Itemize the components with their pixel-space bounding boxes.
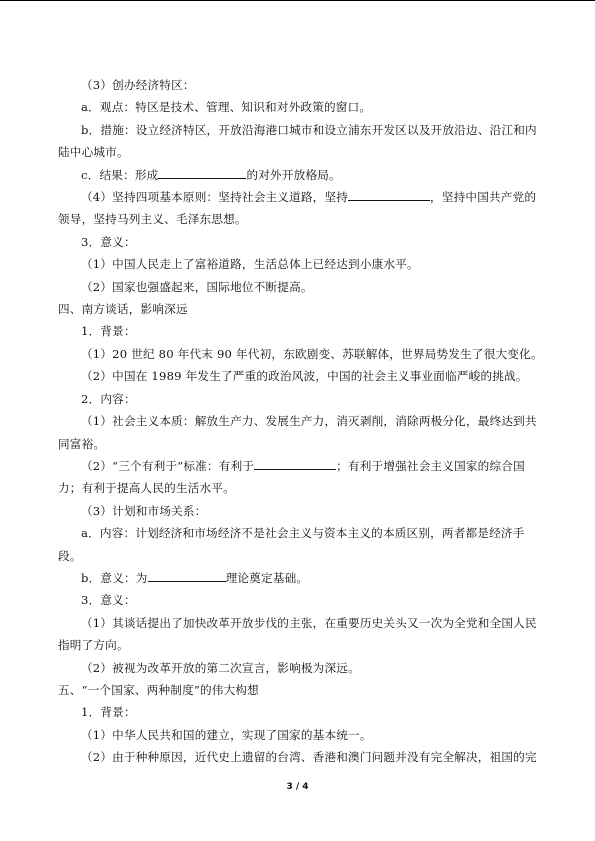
section-heading: 四、南方谈话，影响深远 xyxy=(58,302,188,317)
text-line: 2．内容： xyxy=(81,391,136,406)
top-border-line xyxy=(0,0,595,1)
text-line: b．意义：为 理论奠定基础。 xyxy=(58,567,542,589)
text-line: （1）20 世纪 80 年代末 90 年代初，东欧剧变、苏联解体，世界局势发生了很大变化。 xyxy=(81,346,543,361)
text-line: （1）社会主义本质：解放生产力、发展生产力，消灭剥削，消除两极分化，最终达到共 xyxy=(81,414,537,429)
text-line: （2）国家也强盛起来，国际地位不断提高。 xyxy=(81,279,313,294)
text-line: （1）中国人民走上了富裕道路，生活总体上已经达到小康水平。 xyxy=(81,257,419,272)
text-line: 同富裕。 xyxy=(58,436,106,451)
text-line: b．措施：设立经济特区，开放沿海港口城市和设立浦东开发区以及开放沿边、沿江和内 xyxy=(81,122,537,137)
text-line: 1．背景： xyxy=(81,705,136,720)
fill-in-blank[interactable] xyxy=(254,456,336,470)
text-line: （4）坚持四项基本原则：坚持社会主义道路，坚持 ，坚持中国共产党的 xyxy=(58,186,542,208)
page-number: 3 / 4 xyxy=(286,782,309,792)
text-line: 3．意义： xyxy=(81,593,136,608)
text-line: （2）中国在 1989 年发生了严重的政治风波，中国的社会主义事业面临严峻的挑战。 xyxy=(81,369,528,384)
text-line: （1）中华人民共和国的建立，实现了国家的基本统一。 xyxy=(81,727,372,742)
text-line: （2）被视为改革开放的第二次宣言，影响极为深远。 xyxy=(81,660,360,675)
text-line: a．观点：特区是技术、管理、知识和对外政策的窗口。 xyxy=(81,100,372,115)
text-line: 3．意义： xyxy=(81,234,136,249)
text-line: 段。 xyxy=(58,548,82,563)
text-line: （3）创办经济特区： xyxy=(81,78,195,92)
text-line: （2）由于种种原因，近代史上遗留的台湾、香港和澳门问题并没有完全解决，祖国的完 xyxy=(81,750,537,765)
text-line: 1．背景： xyxy=(81,324,136,339)
text-line: 指明了方向。 xyxy=(58,638,129,653)
text-line: 力；有利于提高人民的生活水平。 xyxy=(58,481,235,496)
fill-in-blank[interactable] xyxy=(348,187,430,201)
fill-in-blank[interactable] xyxy=(158,165,246,179)
text-line: 陆中心城市。 xyxy=(58,145,129,160)
fill-in-blank[interactable] xyxy=(148,568,226,582)
document-body xyxy=(58,74,542,769)
text-line: （2）“三个有利于”标准：有利于 ；有利于增强社会主义国家的综合国 xyxy=(58,455,542,477)
text-line: 领导，坚持马列主义、毛泽东思想。 xyxy=(58,212,247,227)
section-heading: 五、“一个国家、两种制度”的伟大构想 xyxy=(58,682,259,697)
text-line: a．内容：计划经济和市场经济不是社会主义与资本主义的本质区别，两者都是经济手 xyxy=(81,526,525,541)
text-line: （1）其谈话提出了加快改革开放步伐的主张，在重要历史关头又一次为全党和全国人民 xyxy=(81,615,537,630)
text-line: （3）计划和市场关系： xyxy=(81,503,207,518)
text-line: c．结果：形成 的对外开放格局。 xyxy=(58,164,542,186)
